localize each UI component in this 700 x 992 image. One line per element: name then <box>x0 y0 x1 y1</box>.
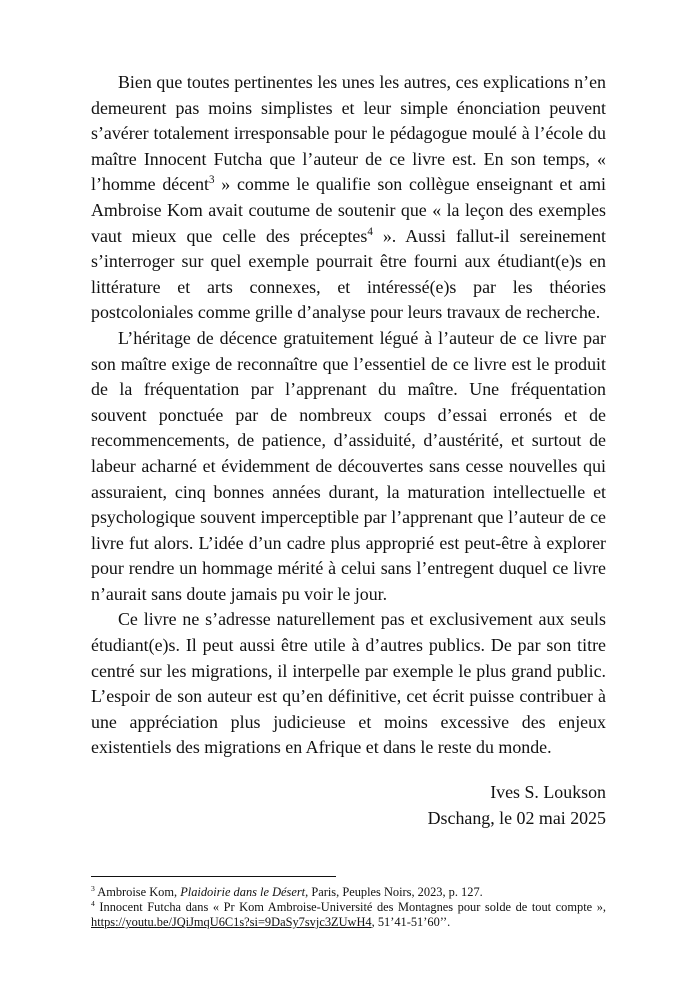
body-text <box>91 70 606 761</box>
footnotes <box>91 885 606 931</box>
youtube-link[interactable]: https://youtu.be/JQiJmqU6C1s?si=9DaSy7svjc3ZUwH4 <box>91 915 372 930</box>
place-date: Dschang, le 02 mai 2025 <box>427 807 606 828</box>
author-name: Ives S. Loukson <box>490 782 606 802</box>
paragraph-2-text: L’héritage de décence gratuitement légué à l’auteur de ce livre par son maître exige de reconnaître que l’essentiel de ce livre est le produit de la fréquentation par l’apprenant du maître. Une fréquentation souvent ponctuée par de nombreux coups d’essai erronés et de recommencements, de patience, d’assiduité, d’austérité, et surtout de labeur acharné et évidemment de découvertes sans cesse nouvelles qui assuraient, cinq bonnes années durant, la maturation intellectuelle et psychologique souvent imperceptible par l’apprenant que l’auteur de ce livre fut alors. L’idée d’un cadre plus approprié est peut-être à explorer pour rendre un hommage mérité à celui sans l’entregent duquel ce livre n’aurait sans doute jamais pu voir le jour. <box>91 327 606 604</box>
paragraph-2 <box>91 326 606 608</box>
footnote-text: , 51’41-51’60’’. <box>371 915 451 930</box>
paragraph-3 <box>91 607 606 761</box>
footnote-text: Ambroise Kom, <box>94 885 181 899</box>
paragraph-1-text: » comme le qualifie son collègue enseignant et ami Ambroise Kom avait coutume de soutenir que « la leçon des exemples vaut mieux que celle des préceptes <box>91 174 607 246</box>
footnote-ref-3[interactable]: 3 <box>209 174 215 187</box>
paragraph-1-text: ». Aussi fallut-il sereinement s’interroger sur quel exemple pourrait être fourni aux étudiant(e)s en littérature et arts connexes, et intéressé(e)s par les théories postcoloniales comme grille d’analyse pour leurs travaux de recherche. <box>91 225 607 323</box>
footnote-text: Innocent Futcha dans « Pr Kom Ambroise-Université des Montagnes pour solde de tout compte », <box>94 900 606 915</box>
footnote-3 <box>91 885 606 900</box>
signature-block <box>428 780 606 831</box>
paragraph-1-text: Bien que toutes pertinentes les unes les autres, ces explications n’en demeurent pas moins simplistes et leur simple énonciation peuvent s’avérer totalement irresponsable pour le pédagogue moulé à l’école du maître Innocent Futcha que l’auteur de ce livre est. En son temps, « l’homme décent <box>91 72 606 195</box>
footnote-number: 3 <box>91 883 95 893</box>
paragraph-1 <box>91 70 606 326</box>
footnote-number: 4 <box>91 899 95 909</box>
footnote-title: Plaidoirie dans le Désert <box>180 885 306 899</box>
footnote-ref-4[interactable]: 4 <box>367 225 373 238</box>
paragraph-3-text: Ce livre ne s’adresse naturellement pas et exclusivement aux seuls étudiant(e)s. Il peut aussi être utile à d’autres publics. De par son titre centré sur les migrations, il interpelle par exemple le plus grand public. L’espoir de son auteur est qu’en définitive, cet écrit puisse contribuer à une appréciation plus judicieuse et moins excessive des enjeux existentiels des migrations en Afrique et dans le reste du monde. <box>91 609 606 758</box>
footnote-text: , Paris, Peuples Noirs, 2023, p. 127. <box>305 885 483 899</box>
footnote-separator <box>91 876 336 877</box>
footnote-4 <box>91 900 606 930</box>
